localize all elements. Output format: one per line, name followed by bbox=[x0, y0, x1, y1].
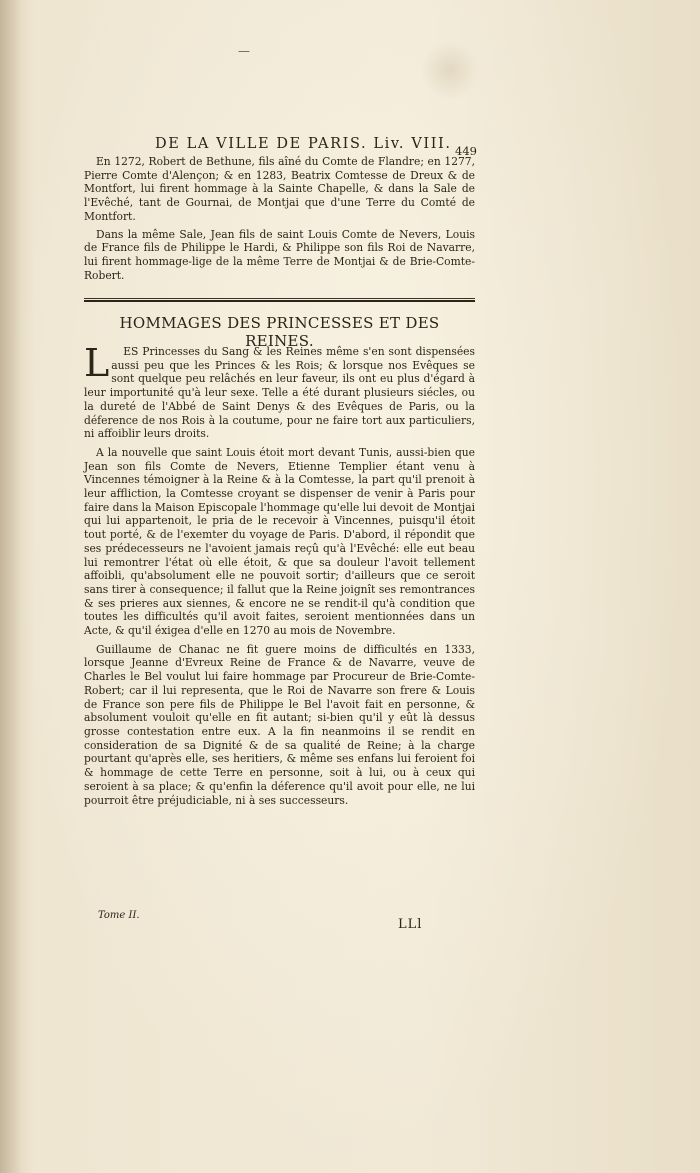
paragraph-chanac: Guillaume de Chanac ne fit guere moins de difficultés en 1333, lorsque Jeanne d'Evreux Reine de France & de Navarre, veuve de Charles le Bel voulut lui faire hommage par Procureur de Brie-Comte-Robert; car il lui representa, que le Roi de Navarre son frere & Louis de France son pere fils de Philippe le Bel l'avoit fait en personne, & absolument vouloit qu'elle en fit autant; si-bien qu'il y eût là dessus grosse contestation entre eux. A la fin neanmoins il se rendit en consideration de sa Dignité & de sa qualité de Reine; à la charge pourtant qu'après elle, ses heritiers, & même ses enfans lui feroient foi & hommage de cette Terre en personne, soit à lui, ou à ceux qui seroient à sa place; & qu'enfin la déference qu'il avoit pour elle, ne lui pourroit être préjudiciable, ni à ses successeurs. bbox=[84, 642, 475, 807]
paragraph-1272: En 1272, Robert de Bethune, fils aîné du Comte de Flandre; en 1277, Pierre Comte d'Alençon; & en 1283, Beatrix Comtesse de Dreux & de Montfort, lui firent hommage à la Sainte Chapelle, & dans la Sale de l'Evêché, tant de Gournai, de Montjai que d'une Terre du Comté de Montfort. bbox=[84, 155, 475, 223]
paragraph-meme-sale: Dans la même Sale, Jean fils de saint Louis Comte de Nevers, Louis de France fils de Philippe le Hardi, & Philippe son fils Roi de Navarre, lui firent hommage-lige de la même Terre de Montjai & de Brie-Comte-Robert. bbox=[84, 227, 475, 282]
running-head: DE LA VILLE DE PARIS. Liv. VIII. bbox=[155, 136, 452, 152]
section-rule-thin bbox=[84, 298, 475, 299]
paragraph-princesses-text: ES Princesses du Sang & les Reines même s'en sont dispensées aussi peu que les Princes & les Rois; & lorsque nos Evêques se sont quelque peu relâchés en leur faveur, ils ont eu plus d'égard à leur importunité qu'à leur sexe. Telle a été durant plusieurs siécles, ou la dureté de l'Abbé de Saint Denys & des Evêques de Paris, ou la déference de nos Rois à la coutume, pour ne faire tort aux particuliers, ni affoiblir leurs droits. bbox=[84, 345, 475, 441]
drop-cap: L bbox=[84, 341, 110, 385]
page-fold-shadow bbox=[0, 0, 22, 1173]
main-text-block bbox=[84, 341, 475, 807]
page-number: 449 bbox=[455, 144, 477, 158]
gathering-mark: LLl bbox=[398, 917, 423, 932]
top-text-block bbox=[84, 155, 475, 282]
section-title: HOMMAGES DES PRINCESSES ET DES REINES. bbox=[119, 314, 440, 350]
section-rule-thick bbox=[84, 300, 475, 302]
top-mark: — bbox=[238, 44, 250, 58]
paragraph-princesses bbox=[84, 341, 475, 441]
volume-signature: Tome II. bbox=[98, 910, 140, 921]
paper-stain bbox=[420, 40, 480, 100]
paragraph-saint-louis: A la nouvelle que saint Louis étoit mort devant Tunis, aussi-bien que Jean son fils Comte de Nevers, Etienne Templier étant venu à Vincennes témoigner à la Reine & à la Comtesse, la part qu'il prenoit à leur affliction, la Comtesse croyant se dispenser de venir à Paris pour faire dans la Maison Episcopale l'hommage qu'elle lui devoit de Montjai qui lui appartenoit, le pria de le recevoir à Vincennes, puisqu'il étoit tout porté, & de l'exemter du voyage de Paris. D'abord, il répondit que ses prédecesseurs ne l'avoient jamais reçû qu'à l'Evêché: elle eut beau lui remontrer l'état où elle étoit, & que sa douleur l'avoit tellement affoibli, qu'absolument elle ne pouvoit sortir; d'ailleurs que ce seroit sans tirer à consequence; il fallut que la Reine joignît ses remontrances & ses prieres aux siennes, & encore ne se rendit-il qu'à condition que toutes les difficultés qu'il avoit faites, seroient mentionnées dans un Acte, & qu'il éxigea d'elle en 1270 au mois de Novembre. bbox=[84, 445, 475, 638]
